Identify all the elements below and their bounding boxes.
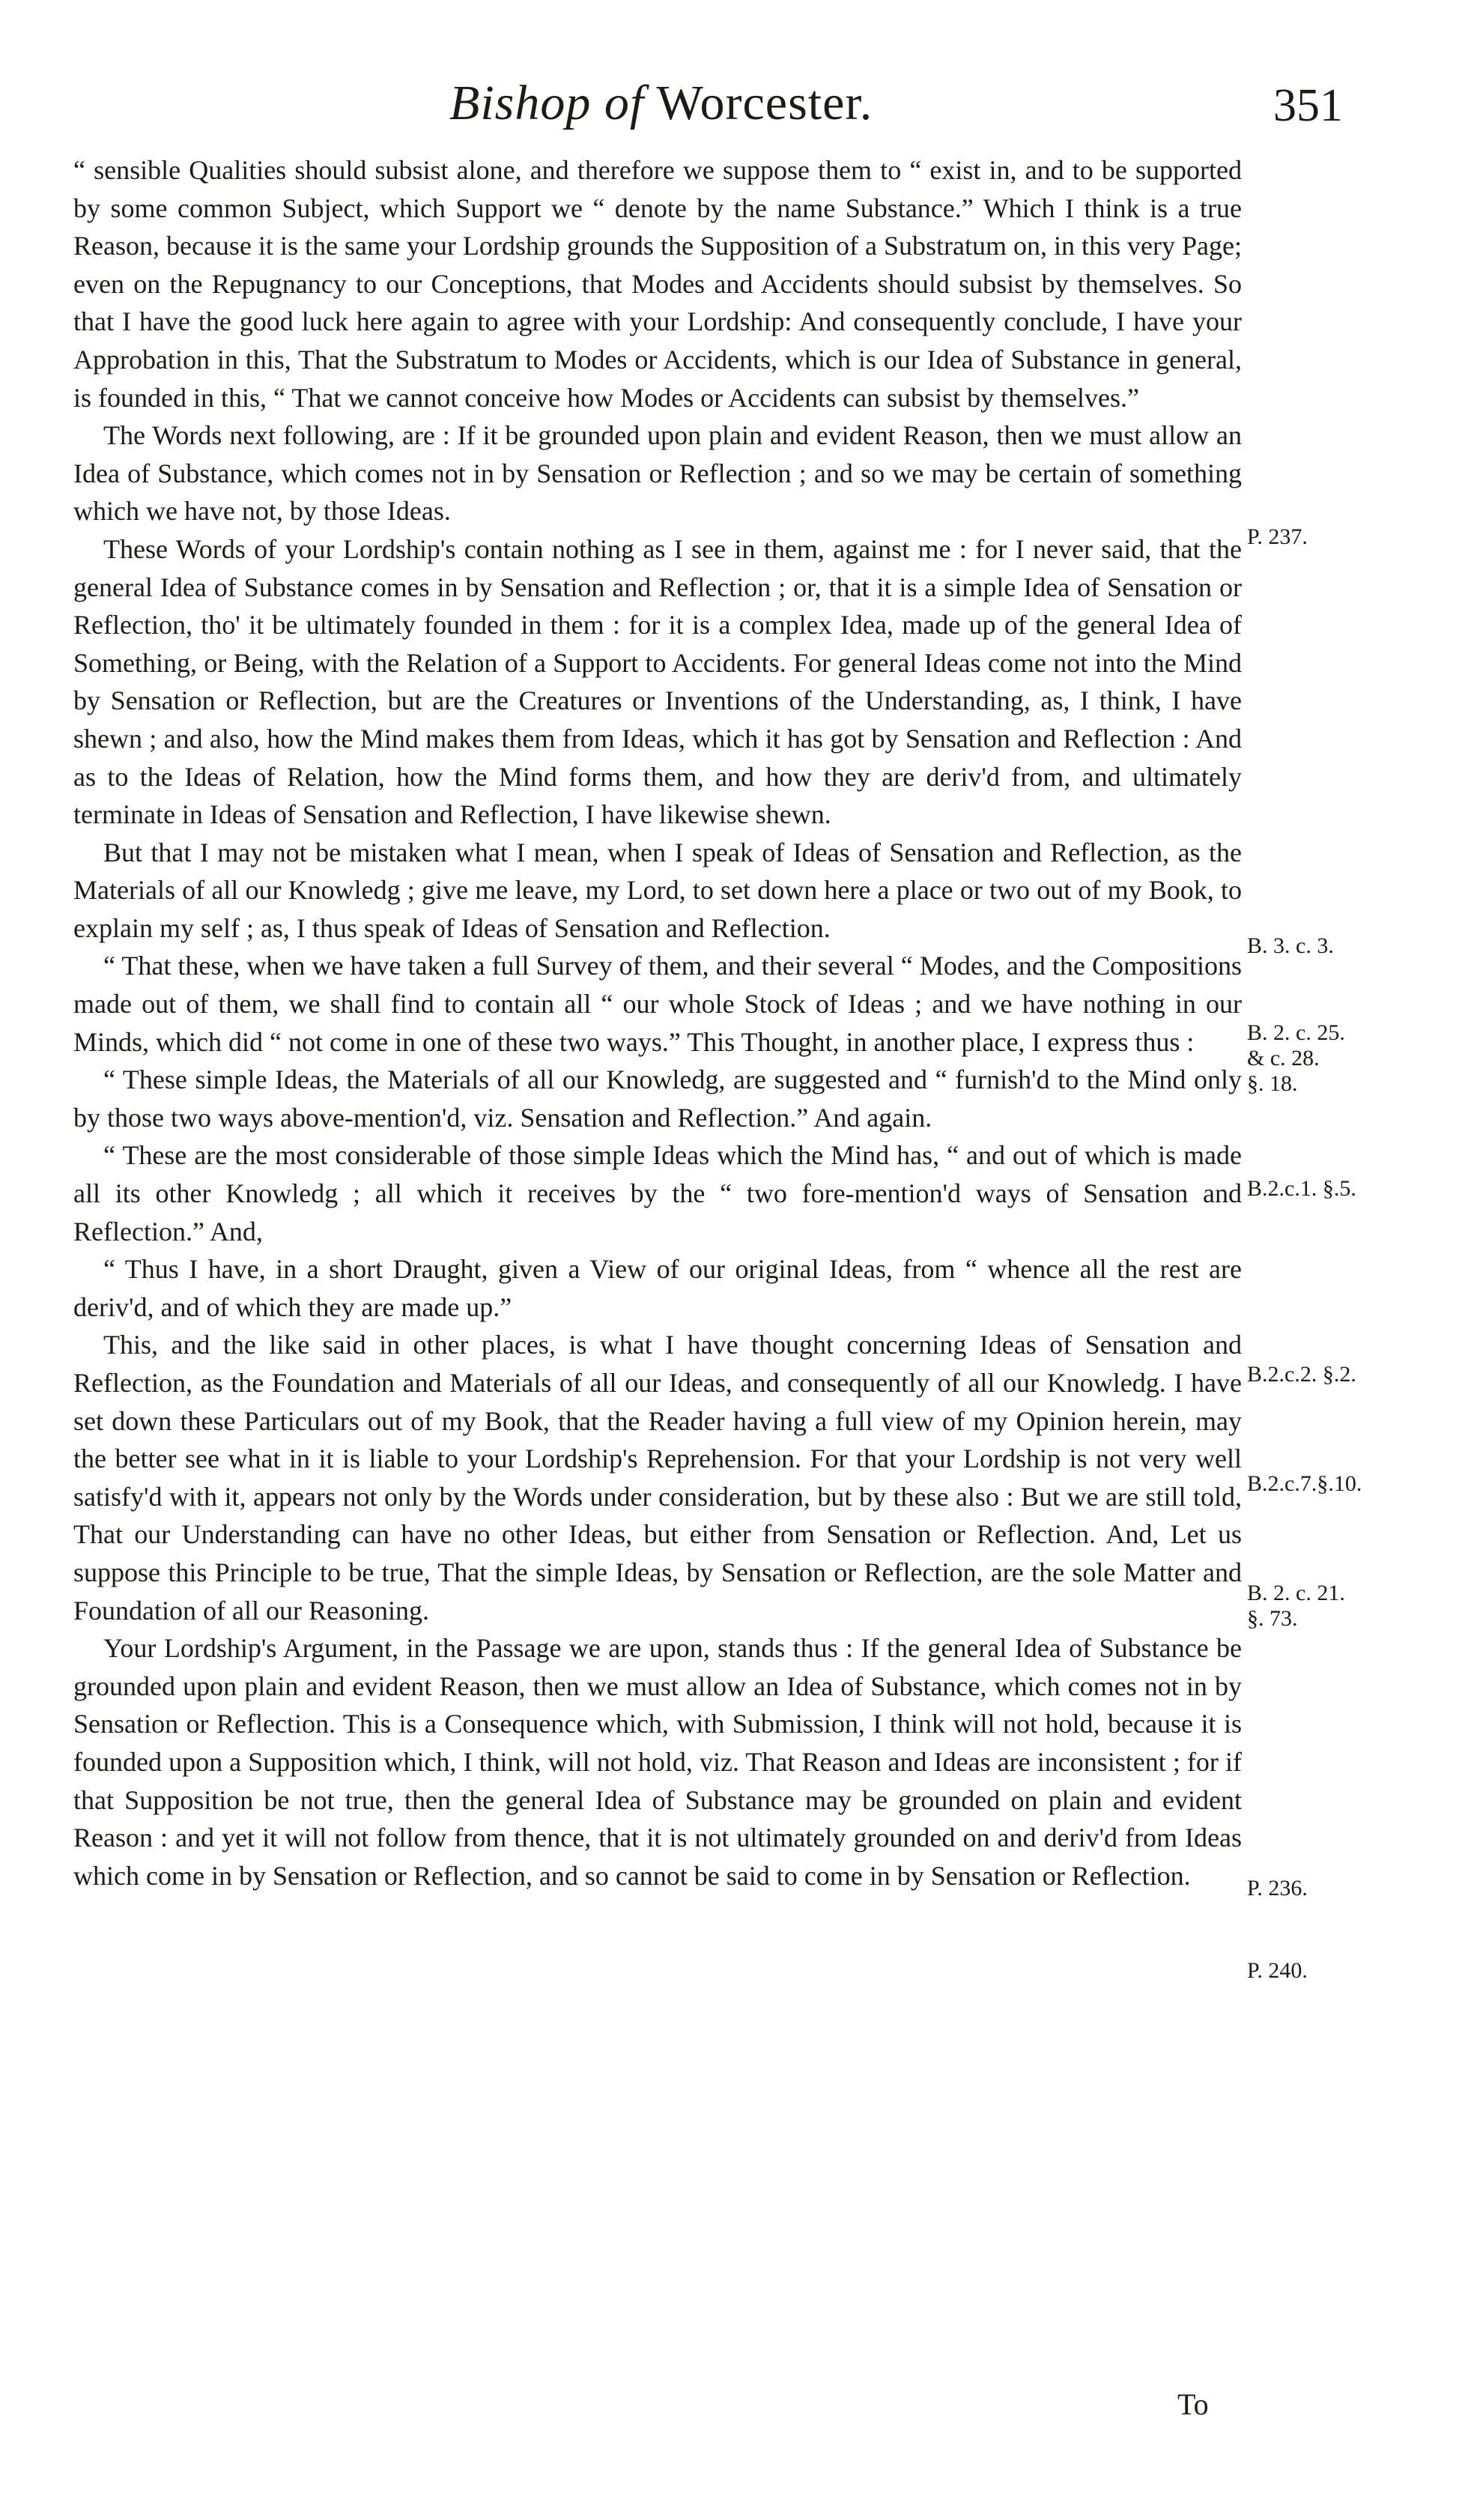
margin-note: B.2.c.7.§.10. bbox=[1247, 1471, 1362, 1496]
margin-note: B.2.c.1. §.5. bbox=[1247, 1176, 1356, 1201]
catchword: To bbox=[1177, 2387, 1209, 2421]
quotation: “ These simple Ideas, the Materials of all our Knowledg, are suggested and “ furnish'd to the Mind only by those two ways above-mention'd, viz. Sensation and Reflection.” And again. bbox=[73, 1064, 1242, 1133]
paragraph: But that I may not be mistaken what I mean, when I speak of Ideas of Sensation and Reflection, as the Materials of all our Knowledg ; give me leave, my Lord, to set down here a place or two out of my Book, to explain my self ; as, I thus speak of Ideas of Sensation and Reflection. bbox=[73, 837, 1242, 943]
margin-note: P. 236. bbox=[1247, 1876, 1308, 1900]
margin-note: B. 3. c. 3. bbox=[1247, 933, 1334, 958]
running-title bbox=[449, 75, 873, 132]
quotation: “ Thus I have, in a short Draught, given a View of our original Ideas, from “ whence all the rest are deriv'd, and of which they are made up.” bbox=[73, 1254, 1242, 1322]
paragraph: These Words of your Lordship's contain nothing as I see in them, against me : for I never said, that the general Idea of Substance comes in by Sensation and Reflection ; or, that it is a simple Idea of Sensation or Reflection, tho' it be ultimately founded in them : for it is a complex Idea, made up of the general Idea of Something, or Being, with the Relation of a Support to Accidents. For general Ideas come not into the Mind by Sensation or Reflection, but are the Creatures or Inventions of the Understanding, as, I think, I have shewn ; and also, how the Mind makes them from Ideas, which it has got by Sensation and Reflection : And as to the Ideas of Relation, how the Mind forms them, and how they are deriv'd from, and ultimately terminate in Ideas of Sensation and Reflection, I have likewise shewn. bbox=[73, 533, 1242, 830]
body-text bbox=[73, 151, 1242, 1894]
paragraph: Your Lordship's Argument, in the Passage we are upon, stands thus : If the general Idea of Substance be grounded upon plain and evident Reason, then we must allow an Idea of Substance, which comes not in by Sensation or Reflection. This is a Consequence which, with Submission, I think will not hold, because it is founded upon a Supposition which, I think, will not hold, viz. That Reason and Ideas are inconsistent ; for if that Supposition be not true, then the general Idea of Substance may be grounded on plain and evident Reason : and yet it will not follow from thence, that it is not ultimately grounded on and deriv'd from Ideas which come in by Sensation or Reflection, and so cannot be said to come in by Sensation or Reflection. bbox=[73, 1633, 1242, 1891]
page-number: 351 bbox=[1273, 80, 1343, 131]
margin-note: B. 2. c. 25. & c. 28. §. 18. bbox=[1247, 1020, 1345, 1096]
running-header bbox=[0, 75, 1459, 142]
running-title-roman: Worcester. bbox=[656, 76, 873, 130]
paragraph: “ sensible Qualities should subsist alone, and therefore we suppose them to “ exist in, and to be supported by some common Subject, which Support we “ denote by the name Substance.” Which I think is a true Reason, because it is the same your Lordship grounds the Supposition of a Substratum on, in this very Page; even on the Repugnancy to our Conceptions, that Modes and Accidents should subsist by themselves. So that I have the good luck here again to agree with your Lordship: And consequently conclude, I have your Approbation in this, That the Substratum to Modes or Accidents, which is our Idea of Substance in general, is founded in this, “ That we cannot conceive how Modes or Accidents can subsist by themselves.” bbox=[73, 155, 1242, 413]
margin-note: P. 237. bbox=[1247, 524, 1308, 549]
paragraph: This, and the like said in other places, is what I have thought concerning Ideas of Sensation and Reflection, as the Foundation and Materials of all our Ideas, and consequently of all our Knowledg. I have set down these Particulars out of my Book, that the Reader having a full view of my Opinion herein, may the better see what in it is liable to your Lordship's Reprehension. For that your Lordship is not very well satisfy'd with it, appears not only by the Words under consideration, but by these also : But we are still told, That our Understanding can have no other Ideas, but either from Sensation or Reflection. And, Let us suppose this Principle to be true, That the simple Ideas, by Sensation or Reflection, are the sole Matter and Foundation of all our Reasoning. bbox=[73, 1330, 1242, 1626]
quotation: “ These are the most considerable of those simple Ideas which the Mind has, “ and out of which is made all its other Knowledg ; all which it receives by the “ two fore-mention'd ways of Sensation and Reflection.” And, bbox=[73, 1140, 1242, 1247]
margin-note: P. 240. bbox=[1247, 1958, 1308, 1983]
margin-note: B. 2. c. 21. §. 73. bbox=[1247, 1581, 1345, 1631]
running-title-italic: Bishop of bbox=[449, 76, 645, 130]
quotation: “ That these, when we have taken a full Survey of them, and their several “ Modes, and the Compositions made out of them, we shall find to contain all “ our whole Stock of Ideas ; and we have nothing in our Minds, which did “ not come in one of these two ways.” This Thought, in another place, I express thus : bbox=[73, 951, 1242, 1057]
paragraph: The Words next following, are : If it be grounded upon plain and evident Reason, then we must allow an Idea of Substance, which comes not in by Sensation or Reflection ; and so we may be certain of something which we have not, by those Ideas. bbox=[73, 420, 1242, 527]
margin-note: B.2.c.2. §.2. bbox=[1247, 1362, 1356, 1387]
